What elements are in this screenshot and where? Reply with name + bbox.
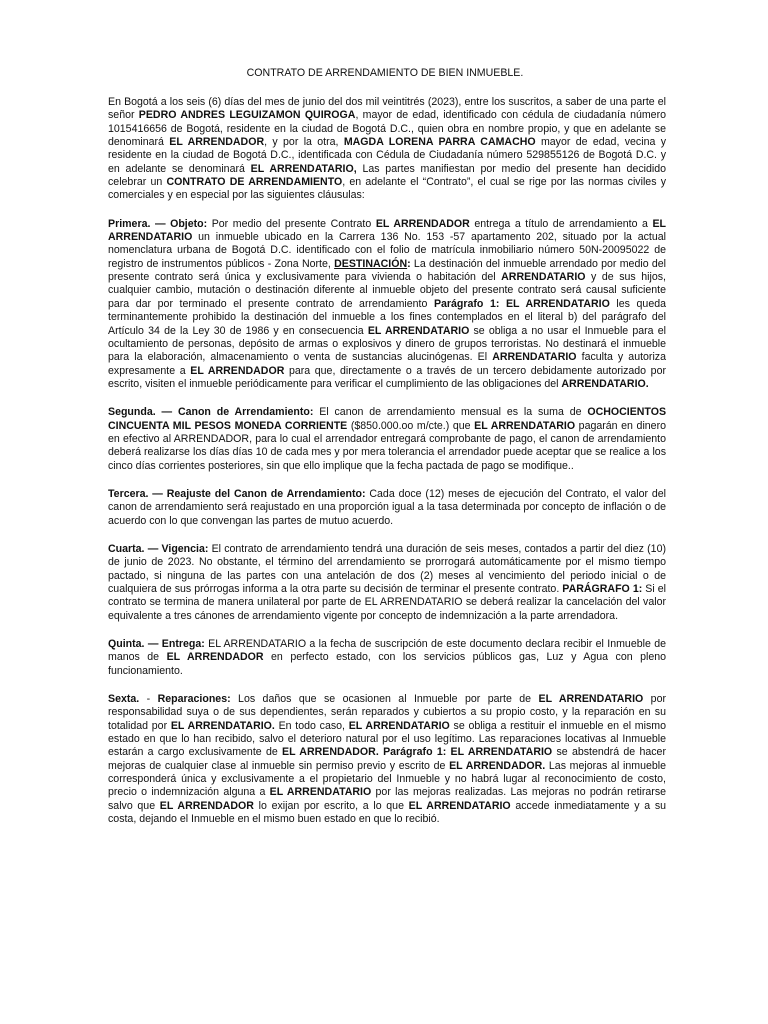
clause-text: , mayor de edad, identificado con cédula de ciudadanía número 1015416656 de Bogotá, residente en la ciudad de Bogotá D.C., quien obra en nombre propio, y que en adelante se denominará <box>108 109 666 149</box>
clause-text: se abstendrá de hacer mejoras de cualquier clase al inmueble sin permiso previo y escrito de <box>108 746 666 772</box>
bold-term: EL ARRENDATARIO. <box>170 719 275 732</box>
clause-text: ($850.000.oo m/cte.) que <box>347 419 475 432</box>
clause-text: El contrato de arrendamiento tendrá una duración de seis meses, contados a partir del diez (10) de junio de 2023. No obstante, el término del arrendamiento se prorrogará automáticamente por el mismo tiempo pactado, si ninguna de las partes con una antelación de dos (2) meses al vencimiento del periodo inicial o de cualquiera de sus prórrogas informa a la otra parte su decisión de terminar el presente contrato. <box>108 542 666 595</box>
clause-text: Los daños que se ocasionen al Inmueble por parte de <box>230 693 539 706</box>
underlined-term: DESTINACIÓN <box>334 257 408 270</box>
clause-cuarta <box>108 543 666 623</box>
bold-term: Primera. — Objeto: <box>108 217 208 230</box>
bold-term: EL ARRENDATARIO <box>269 786 372 799</box>
bold-term: EL ARRENDATARIO <box>367 324 470 337</box>
document-title: CONTRATO DE ARRENDAMIENTO DE BIEN INMUEBLE. <box>246 67 524 79</box>
clause-text: un inmueble ubicado en la Carrera 136 No. 153 -57 apartamento 202, situado por la actual nomenclatura urbana de Bogotá D.C. identificado con el folio de matrícula inmobiliario número 50N-20095022 de registro de instrumentos públicos - Zona Norte, <box>108 231 666 270</box>
bold-term: PEDRO ANDRES LEGUIZAMON QUIROGA <box>138 109 356 122</box>
bold-term: Tercera. — Reajuste del Canon de Arrendamiento: <box>108 487 366 500</box>
clause-text: se obliga a restituir el inmueble en el mismo estado en que lo han recibido, salvo el deterioro natural por el uso legítimo. Las reparaciones locativas al Inmueble estarán a cargo exclusivamente de <box>108 719 666 759</box>
bold-term: ARRENDATARIO <box>492 351 577 364</box>
bold-term: PARÁGRAFO 1: <box>562 583 643 595</box>
bold-term: EL ARRENDADOR. <box>449 759 546 772</box>
clause-text: Las partes manifiestan por medio del presente han decidido celebrar un <box>108 162 666 189</box>
bold-term: EL ARRENDADOR <box>190 364 285 377</box>
clause-sexta <box>108 693 666 826</box>
bold-term: : <box>407 257 411 270</box>
bold-term: EL ARRENDADOR <box>159 799 254 812</box>
bold-term: EL ARRENDATARIO <box>408 799 511 812</box>
bold-term: EL ARRENDADOR <box>169 136 265 149</box>
bold-term: EL ARRENDATARIO <box>108 217 666 244</box>
bold-term: Segunda. — Canon de Arrendamiento: <box>108 406 314 419</box>
bold-term: EL ARRENDATARIO, <box>250 162 357 175</box>
clause-text: , en adelante el “Contrato”, el cual se rige por las normas civiles y comerciales y en especial por las siguientes cláusulas: <box>108 176 666 202</box>
bold-term: EL ARRENDATARIO <box>538 693 644 706</box>
clause-text: Por medio del presente Contrato <box>207 217 376 230</box>
clause-text: Las mejoras al inmueble corresponderá única y exclusivamente a el propietario del Inmueble y no habrá lugar al reconocimiento de costo, precio o indemnización alguna a <box>108 759 666 799</box>
bold-term: MAGDA LORENA PARRA CAMACHO <box>343 136 536 149</box>
clause-text: En Bogotá a los seis (6) días del mes de junio del dos mil veintitrés (2023), entre los suscritos, a saber de una parte el señor <box>108 96 666 122</box>
clause-text: accede inmediatamente y a su costa, dejando el Inmueble en el mismo buen estado en que lo recibió. <box>108 799 667 826</box>
bold-term: EL ARRENDADOR. <box>282 746 379 759</box>
clause-text: para que, directamente o a través de un tercero debidamente autorizado por escrito, visiten el inmueble periódicamente para verificar el cumplimiento de las obligaciones del <box>108 364 666 390</box>
clause-text: , y por la otra, <box>264 136 344 149</box>
clause-text: en perfecto estado, con los servicios públicos gas, Luz y Agua con pleno funcionamiento. <box>108 651 667 677</box>
clause-text: les queda terminantemente prohibido la destinación del inmueble a los fines contemplados en el literal b) del parágrafo del Artículo 34 de la Ley 30 de 1986 y en consecuencia <box>108 297 666 337</box>
clause-tercera <box>108 488 666 528</box>
clause-text: EL ARRENDATARIO a la fecha de suscripción de este documento declara recibir el Inmueble de manos de <box>108 638 666 664</box>
clause-text: El canon de arrendamiento mensual es la suma de <box>313 406 588 419</box>
bold-term: EL ARRENDADOR <box>375 217 470 230</box>
bold-term: ARRENDATARIO <box>501 271 586 284</box>
clause-text: lo exijan por escrito, a lo que <box>253 799 409 812</box>
clause-text: por las mejoras realizadas. Las mejoras no podrán retirarse salvo que <box>108 786 667 812</box>
bold-term: Parágrafo 1: EL ARRENDATARIO <box>433 297 610 310</box>
clause-text: Cada doce (12) meses de ejecución del Contrato, el valor del canon de arrendamiento será reajustado en una proporción igual a la tasa determinada por concepto de inflación o de acuerdo con lo que convengan las partes de mutuo acuerdo. <box>108 487 666 527</box>
clause-quinta <box>108 638 666 678</box>
clause-text: entrega a título de arrendamiento a <box>469 217 653 230</box>
clause-text: Si el contrato se termina de manera unilateral por parte de EL ARRENDATARIO se deberá realizar la cancelación del valor equivalente a tres cánones de arrendamiento vigente por concepto de indemnización a la parte arrendadora. <box>108 583 666 622</box>
clause-text: por responsabilidad suya o de sus dependientes, serán reparados y cubiertos a su propio costo, y la reparación en su totalidad por <box>108 693 666 732</box>
bold-term: Sexta. <box>108 693 140 706</box>
bold-term: ARRENDATARIO. <box>561 377 649 390</box>
bold-term: Reparaciones: <box>157 693 231 706</box>
clause-text: y de sus hijos, cualquier cambio, mutación o destinación diferente al inmueble objeto del presente contrato será causal suficiente para dar por terminado el presente contrato de arrendamiento <box>108 271 666 310</box>
bold-term: OCHOCIENTOS CINCUENTA MIL PESOS MONEDA CORRIENTE <box>108 406 667 432</box>
bold-term: Parágrafo 1: EL ARRENDATARIO <box>383 746 553 759</box>
bold-term: EL ARRENDADOR <box>166 651 264 664</box>
clause-text: se obliga a no usar el Inmueble para el ocultamiento de personas, depósito de armas o explosivos y dinero de grupos terroristas. No destinará el inmueble para la elaboración, almacenamiento o venta de sustancias alucinógenas. El <box>108 324 667 364</box>
clause-intro <box>108 96 666 203</box>
clause-text: mayor de edad, vecina y residente en la ciudad de Bogotá D.C., identificada con Cédula de Ciudadanía número 529855126 de Bogotá D.C. y en adelante se denominará <box>108 136 666 175</box>
clause-text: - <box>139 693 158 706</box>
clause-text: faculta y autoriza expresamente a <box>108 351 666 377</box>
bold-term: Cuarta. — Vigencia: <box>108 542 209 555</box>
clause-segunda <box>108 406 666 473</box>
clause-text: pagarán en dinero en efectivo al ARRENDADOR, para lo cual el arrendador entregará comprobante de pago, el canon de arrendamiento deberá realizarse los días días 10 de cada mes y por mera tolerancia el arrendador puede aceptar que se realice a los cinco días corrientes posteriores, sin que ello implique que la fecha pactada de pago se modifique.. <box>108 419 666 472</box>
bold-term: CONTRATO DE ARRENDAMIENTO <box>166 176 343 189</box>
document-body <box>108 96 666 827</box>
clause-primera <box>108 218 666 391</box>
bold-term: EL ARRENDATARIO <box>474 419 576 432</box>
bold-term: Quinta. — Entrega: <box>108 638 205 651</box>
clause-text: En todo caso, <box>274 719 349 732</box>
bold-term: EL ARRENDATARIO <box>348 719 450 732</box>
clause-text: La destinación del inmueble arrendado por medio del presente contrato será única y exclusivamente para vivienda o habitación del <box>108 257 667 284</box>
